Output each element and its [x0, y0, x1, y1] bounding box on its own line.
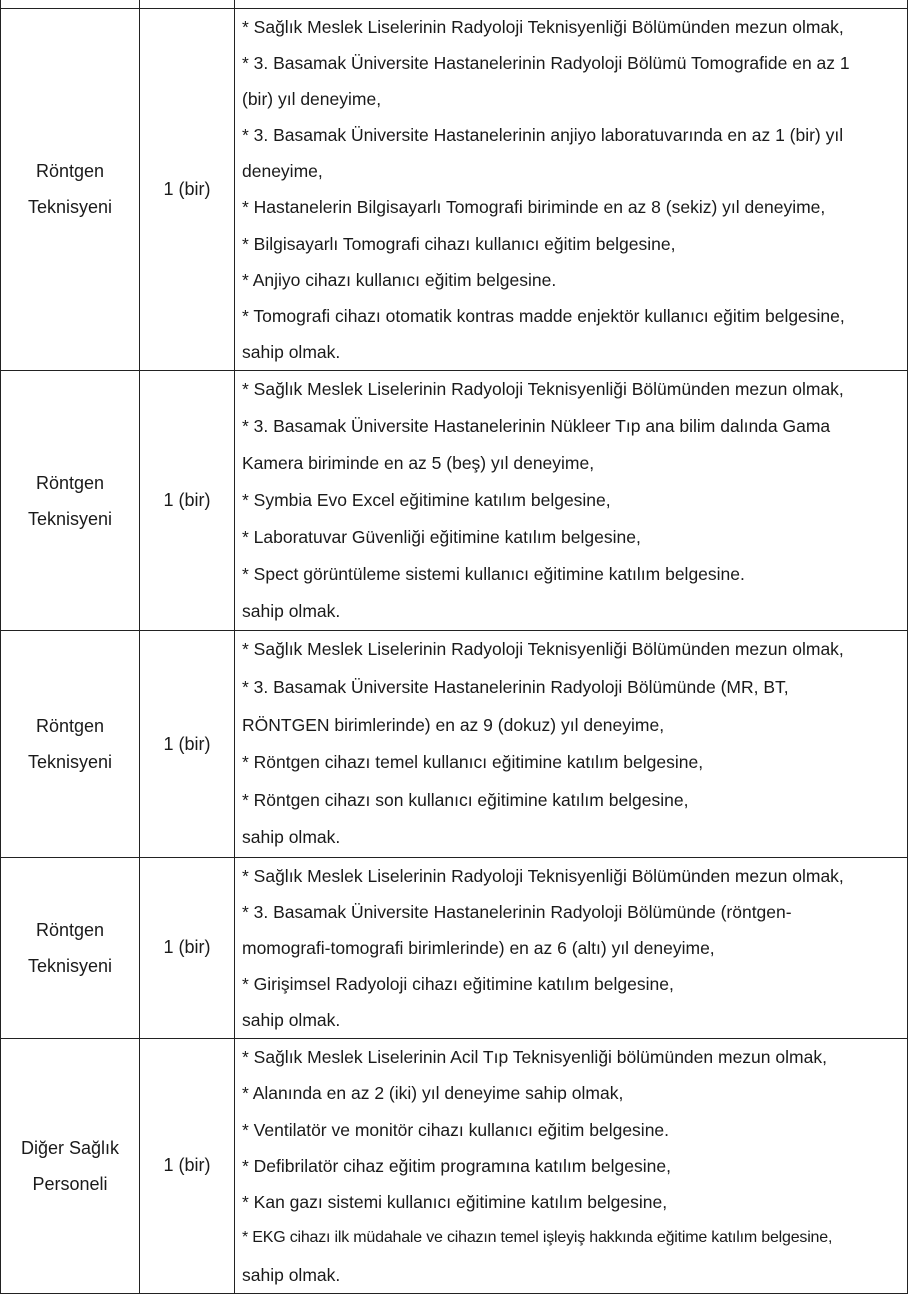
requirement-line: * EKG cihazı ilk müdahale ve cihazın temel işleyiş hakkında eğitime katılım belgesine,: [242, 1229, 833, 1247]
requirement-line: * Alanında en az 2 (iki) yıl deneyime sahip olmak,: [242, 1083, 624, 1104]
requirement-line: * Ventilatör ve monitör cihazı kullanıcı eğitim belgesine.: [242, 1119, 670, 1140]
requirements-cell: [235, 371, 908, 631]
requirement-line: momografi-tomografi birimlerinde) en az 6 (altı) yıl deneyime,: [242, 937, 715, 958]
requirement-line: * Laboratuvar Güvenliği eğitimine katılım belgesine,: [242, 527, 641, 548]
position-cell: [1, 371, 140, 631]
requirement-line: * Spect görüntüleme sistemi kullanıcı eğitimine katılım belgesine.: [242, 564, 745, 585]
requirement-line: RÖNTGEN birimlerinde) en az 9 (dokuz) yıl deneyime,: [242, 714, 665, 735]
requirements-cell: [235, 1038, 908, 1293]
position-cell: [1, 631, 140, 858]
requirement-line: * Röntgen cihazı temel kullanıcı eğitimine katılım belgesine,: [242, 752, 704, 773]
position-title-line: Röntgen: [35, 716, 105, 737]
requirement-line: sahip olmak.: [242, 601, 341, 622]
quantity-cell: [140, 8, 235, 371]
position-title-line: Teknisyeni: [27, 197, 113, 218]
requirement-line: * Tomografi cihazı otomatik kontras madde enjektör kullanıcı eğitim belgesine,: [242, 306, 845, 326]
requirement-line: Kamera biriminde en az 5 (beş) yıl deneyime,: [242, 453, 595, 474]
requirement-line: sahip olmak.: [242, 1264, 341, 1285]
table-row: [1, 371, 908, 631]
position-cell: [1, 857, 140, 1038]
requirement-line: deneyime,: [242, 161, 323, 182]
quantity-cell: [140, 1038, 235, 1293]
position-title-line: Teknisyeni: [27, 955, 113, 976]
requirement-line: * Sağlık Meslek Liselerinin Acil Tıp Teknisyenliği bölümünden mezun olmak,: [242, 1046, 827, 1067]
quantity-cell: [140, 631, 235, 858]
requirement-line: * Symbia Evo Excel eğitimine katılım belgesine,: [242, 490, 611, 511]
requirement-line: * Sağlık Meslek Liselerinin Radyoloji Teknisyenliği Bölümünden mezun olmak,: [242, 639, 844, 660]
requirements-cell: [235, 8, 908, 371]
requirement-line: * Bilgisayarlı Tomografi cihazı kullanıcı eğitim belgesine,: [242, 233, 676, 254]
position-title-line: Röntgen: [35, 161, 105, 182]
table-row: [1, 631, 908, 858]
position-title-line: Röntgen: [35, 472, 105, 493]
requirement-line: sahip olmak.: [242, 827, 341, 848]
quantity-value: 1 (bir): [163, 178, 211, 199]
requirement-line: * 3. Basamak Üniversite Hastanelerinin Radyoloji Bölümünde (MR, BT,: [242, 676, 789, 697]
quantity-value: 1 (bir): [163, 733, 211, 754]
requirement-line: sahip olmak.: [242, 1009, 341, 1030]
requirement-line: * Anjiyo cihazı kullanıcı eğitim belgesine.: [242, 269, 557, 290]
requirement-line: * Kan gazı sistemi kullanıcı eğitimine katılım belgesine,: [242, 1192, 668, 1213]
position-title-line: Personeli: [32, 1173, 108, 1194]
table-row: [1, 1038, 908, 1293]
cut-cell: [235, 0, 908, 8]
requirement-line: * Sağlık Meslek Liselerinin Radyoloji Teknisyenliği Bölümünden mezun olmak,: [242, 379, 844, 400]
requirement-line: sahip olmak.: [242, 342, 341, 363]
cut-cell: [1, 0, 140, 8]
requirement-line: * 3. Basamak Üniversite Hastanelerinin anjiyo laboratuvarında en az 1 (bir) yıl: [242, 125, 844, 146]
quantity-cell: [140, 371, 235, 631]
requirement-line: * 3. Basamak Üniversite Hastanelerinin Nükleer Tıp ana bilim dalında Gama: [242, 416, 831, 437]
position-title-line: Teknisyeni: [27, 508, 113, 529]
requirement-line: * Girişimsel Radyoloji cihazı eğitimine katılım belgesine,: [242, 973, 674, 994]
requirement-line: * Defibrilatör cihaz eğitim programına katılım belgesine,: [242, 1155, 671, 1176]
requirement-line: * 3. Basamak Üniversite Hastanelerinin Radyoloji Bölümünde (röntgen-: [242, 901, 792, 922]
requirement-line: * Sağlık Meslek Liselerinin Radyoloji Teknisyenliği Bölümünden mezun olmak,: [242, 16, 844, 37]
requirement-line: (bir) yıl deneyime,: [242, 88, 382, 109]
table-row-cut-top: [1, 0, 908, 8]
position-cell: [1, 1038, 140, 1293]
quantity-value: 1 (bir): [163, 937, 211, 958]
position-title-line: Röntgen: [35, 919, 105, 940]
requirement-line: * 3. Basamak Üniversite Hastanelerinin Radyoloji Bölümü Tomografide en az 1: [242, 52, 850, 73]
requirements-cell: [235, 631, 908, 858]
quantity-cell: [140, 857, 235, 1038]
position-title-line: Diğer Sağlık: [20, 1137, 120, 1158]
cut-cell: [140, 0, 235, 8]
table-row: [1, 8, 908, 371]
position-cell: [1, 8, 140, 371]
requirement-line: * Sağlık Meslek Liselerinin Radyoloji Teknisyenliği Bölümünden mezun olmak,: [242, 865, 844, 886]
requirements-cell: [235, 857, 908, 1038]
requirements-table-body: [1, 0, 908, 1294]
position-title-line: Teknisyeni: [27, 752, 113, 773]
quantity-value: 1 (bir): [163, 490, 211, 511]
quantity-value: 1 (bir): [163, 1155, 211, 1176]
requirement-line: * Röntgen cihazı son kullanıcı eğitimine katılım belgesine,: [242, 789, 689, 810]
table-row: [1, 857, 908, 1038]
requirement-line: * Hastanelerin Bilgisayarlı Tomografi biriminde en az 8 (sekiz) yıl deneyime,: [242, 197, 826, 218]
